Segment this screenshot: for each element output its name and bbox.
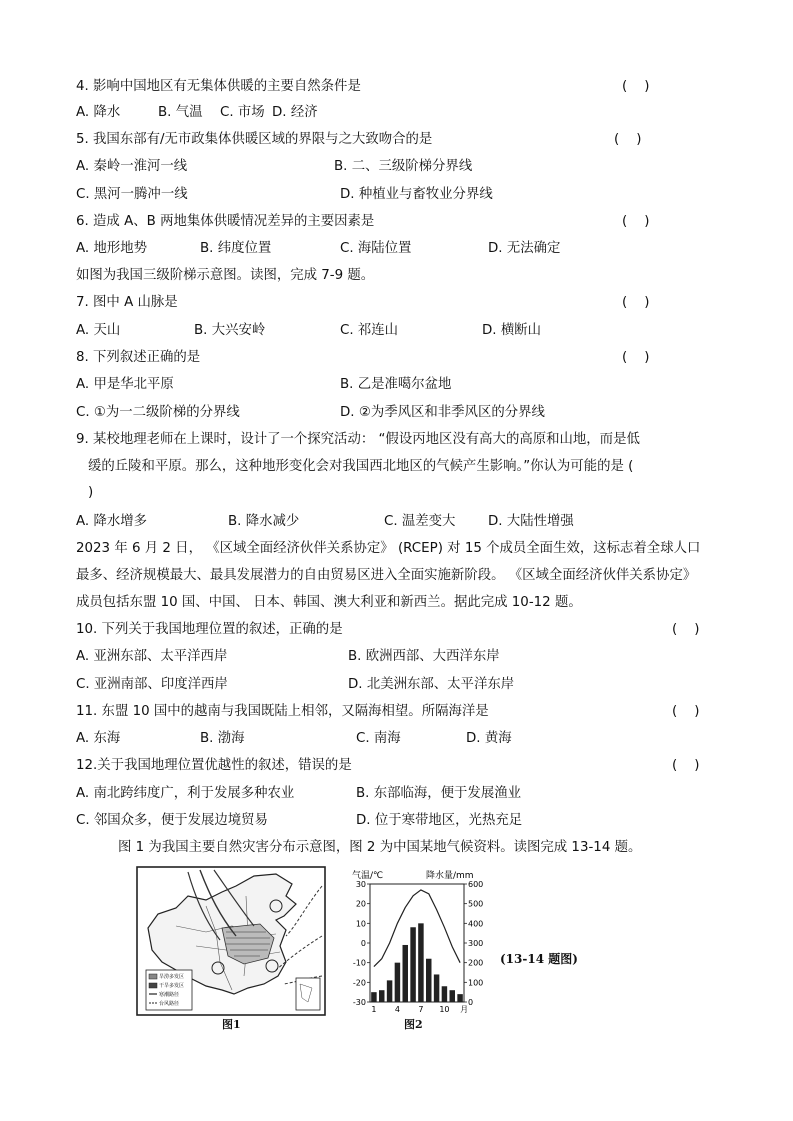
figure-1-label: 图1 bbox=[222, 1018, 241, 1031]
q6-stem: 6. 造成 A、B 两地集体供暖情况差异的主要因素是 bbox=[76, 214, 375, 229]
chart-ytick-right-label: 0 bbox=[468, 998, 474, 1007]
chart-xtick-label: 月 bbox=[460, 1005, 469, 1014]
q10-answer-paren: ( ) bbox=[672, 622, 700, 637]
chart-ytick-left-label: 20 bbox=[355, 899, 366, 909]
chart-bar-precip bbox=[403, 945, 408, 1002]
q4-option-a: A. 降水 bbox=[76, 105, 121, 120]
chart-bar-precip bbox=[442, 986, 447, 1002]
q6-option-a: A. 地形地势 bbox=[76, 241, 147, 256]
q7-stem: 7. 图中 A 山脉是 bbox=[76, 295, 178, 310]
q9-stem-line1: 9. 某校地理老师在上课时，设计了一个探究活动： “假设丙地区没有高大的高原和山地，而是低 bbox=[76, 432, 640, 447]
q12-option-d: D. 位于寒带地区，光热充足 bbox=[356, 813, 523, 828]
q8-option-a: A. 甲是华北平原 bbox=[76, 377, 174, 392]
q6-option-d: D. 无法确定 bbox=[488, 241, 561, 256]
fig1-legend-2: 寒潮路径 bbox=[159, 992, 180, 998]
q12-option-c: C. 邻国众多，便于发展边境贸易 bbox=[76, 813, 268, 828]
q11-option-a: A. 东海 bbox=[76, 731, 121, 746]
q10-stem: 10. 下列关于我国地理位置的叙述，正确的是 bbox=[76, 622, 343, 637]
q6-option-c: C. 海陆位置 bbox=[340, 241, 412, 256]
q4-option-c: C. 市场 bbox=[220, 105, 265, 120]
chart-bar-precip bbox=[457, 994, 462, 1002]
chart-xtick-label: 4 bbox=[394, 1005, 400, 1014]
q12-option-b: B. 东部临海，便于发展渔业 bbox=[356, 786, 521, 801]
chart-ytick-left-label: 0 bbox=[360, 939, 366, 948]
chart-ytick-right-label: 600 bbox=[468, 880, 484, 889]
chart-ytick-right-label: 500 bbox=[468, 899, 484, 909]
figure-1-disaster-map bbox=[136, 866, 326, 1016]
chart-bar-precip bbox=[426, 959, 431, 1002]
q7-option-a: A. 天山 bbox=[76, 323, 121, 338]
chart-xtick-label: 7 bbox=[418, 1005, 424, 1014]
chart-ytick-left-label: -30 bbox=[352, 998, 366, 1007]
q11-answer-paren: ( ) bbox=[672, 704, 700, 719]
q7-option-c: C. 祁连山 bbox=[340, 323, 399, 338]
climate-chart-svg bbox=[346, 866, 496, 1016]
q8-answer-paren: ( ) bbox=[622, 350, 650, 365]
chart-ytick-right-label: 100 bbox=[468, 978, 484, 988]
chart-bar-precip bbox=[395, 963, 400, 1002]
figures-group-caption: (13-14 题图) bbox=[500, 952, 578, 966]
fig1-legend-1: 干旱多发区 bbox=[159, 983, 185, 989]
q12-stem: 12.关于我国地理位置优越性的叙述，错误的是 bbox=[76, 758, 352, 773]
chart-bar-precip bbox=[450, 990, 455, 1002]
q4-stem: 4. 影响中国地区有无集体供暖的主要自然条件是 bbox=[76, 79, 361, 94]
q7-option-d: D. 横断山 bbox=[482, 323, 541, 338]
chart-bar-precip bbox=[379, 990, 384, 1002]
chart-xtick-label: 10 bbox=[439, 1005, 450, 1014]
q7-answer-paren: ( ) bbox=[622, 295, 650, 310]
intro-10-12-line2: 最多、经济规模最大、最具发展潜力的自由贸易区进入全面实施新阶段。 《区域全面经济伙伴关系协定》 bbox=[76, 568, 697, 583]
chart-xtick-label: 1 bbox=[371, 1005, 377, 1014]
q6-option-b: B. 纬度位置 bbox=[200, 241, 272, 256]
q12-option-a: A. 南北跨纬度广，利于发展多种农业 bbox=[76, 786, 295, 801]
q9-stem-line3: ) bbox=[88, 485, 94, 500]
q5-answer-paren: ( ) bbox=[614, 132, 642, 147]
chart-ytick-right-label: 400 bbox=[468, 919, 484, 929]
chart-ytick-left-label: 30 bbox=[355, 880, 366, 889]
chart-ytick-left-label: -10 bbox=[352, 958, 366, 968]
chart-bar-precip bbox=[387, 980, 392, 1002]
chart-bar-precip bbox=[434, 974, 439, 1002]
q9-option-b: B. 降水减少 bbox=[228, 514, 300, 529]
chart-ytick-right-label: 200 bbox=[468, 958, 484, 968]
chart-ylabel-left: 气温/℃ bbox=[352, 871, 384, 881]
q4-option-b: B. 气温 bbox=[158, 105, 203, 120]
q11-option-c: C. 南海 bbox=[356, 731, 401, 746]
q11-option-b: B. 渤海 bbox=[200, 731, 245, 746]
intro-10-12-line1: 2023 年 6 月 2 日， 《区域全面经济伙伴关系协定》 (RCEP) 对 15 个成员全面生效，这标志着全球人口 bbox=[76, 541, 701, 556]
q5-option-d: D. 种植业与畜牧业分界线 bbox=[340, 187, 493, 202]
q4-answer-paren: ( ) bbox=[622, 79, 650, 94]
figure-2-label: 图2 bbox=[404, 1018, 423, 1031]
q8-option-b: B. 乙是准噶尔盆地 bbox=[340, 377, 452, 392]
fig1-legend-0: 旱涝多发区 bbox=[159, 974, 185, 980]
q4-option-d: D. 经济 bbox=[272, 105, 318, 120]
chart-bar-precip bbox=[371, 992, 376, 1002]
q5-option-a: A. 秦岭一淮河一线 bbox=[76, 159, 188, 174]
chart-ytick-left-label: 10 bbox=[355, 919, 366, 929]
fig1-legend-3: 台风路径 bbox=[159, 1001, 180, 1007]
china-map-illustration bbox=[136, 866, 326, 1016]
q11-stem: 11. 东盟 10 国中的越南与我国既陆上相邻，又隔海相望。所隔海洋是 bbox=[76, 704, 489, 719]
chart-bar-precip bbox=[418, 923, 423, 1002]
q9-option-a: A. 降水增多 bbox=[76, 514, 147, 529]
q5-option-c: C. 黑河一腾冲一线 bbox=[76, 187, 188, 202]
q9-option-d: D. 大陆性增强 bbox=[488, 514, 574, 529]
chart-plot-frame bbox=[370, 884, 464, 1002]
q10-option-b: B. 欧洲西部、大西洋东岸 bbox=[348, 649, 500, 664]
q7-option-b: B. 大兴安岭 bbox=[194, 323, 266, 338]
chart-ylabel-right: 降水量/mm bbox=[426, 871, 474, 881]
chart-ytick-left-label: -20 bbox=[352, 978, 366, 988]
q5-stem: 5. 我国东部有/无市政集体供暖区域的界限与之大致吻合的是 bbox=[76, 132, 433, 147]
q6-answer-paren: ( ) bbox=[622, 214, 650, 229]
q9-stem-line2: 缓的丘陵和平原。那么，这种地形变化会对我国西北地区的气候产生影响。”你认为可能的是 ( bbox=[88, 459, 634, 474]
intro-13-14: 图 1 为我国主要自然灾害分布示意图，图 2 为中国某地气候资料。读图完成 13-14 题。 bbox=[118, 840, 642, 855]
q12-answer-paren: ( ) bbox=[672, 758, 700, 773]
chart-ytick-right-label: 300 bbox=[468, 939, 484, 948]
chart-bar-precip bbox=[410, 927, 415, 1002]
q10-option-d: D. 北美洲东部、太平洋东岸 bbox=[348, 677, 515, 692]
q8-option-d: D. ②为季风区和非季风区的分界线 bbox=[340, 405, 545, 420]
q10-option-a: A. 亚洲东部、太平洋西岸 bbox=[76, 649, 228, 664]
q5-option-b: B. 二、三级阶梯分界线 bbox=[334, 159, 473, 174]
intro-10-12-line3: 成员包括东盟 10 国、中国、 日本、韩国、澳大利亚和新西兰。据此完成 10-12 题。 bbox=[76, 595, 582, 610]
figure-2-climate-chart bbox=[346, 866, 496, 1016]
q8-stem: 8. 下列叙述正确的是 bbox=[76, 350, 201, 365]
q8-option-c: C. ①为一二级阶梯的分界线 bbox=[76, 405, 240, 420]
q10-option-c: C. 亚洲南部、印度洋西岸 bbox=[76, 677, 228, 692]
q11-option-d: D. 黄海 bbox=[466, 731, 512, 746]
intro-7-9: 如图为我国三级阶梯示意图。读图，完成 7-9 题。 bbox=[76, 268, 375, 283]
q9-option-c: C. 温差变大 bbox=[384, 514, 456, 529]
